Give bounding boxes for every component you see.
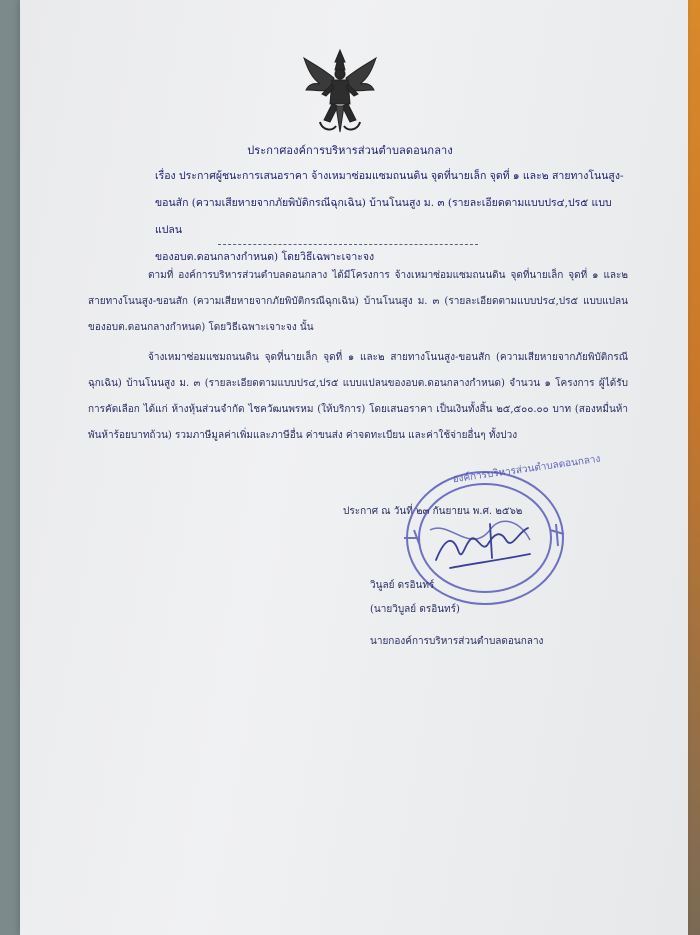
paragraph-award: จ้างเหมาซ่อมแซมถนนดิน จุดที่นายเล็ก จุดที่ ๑ และ๒ สายทางโนนสูง-ขอนสัก (ความเสียหายจากภัยพิบัติกรณีฉุกเฉิน) บ้านโนนสูง ม. ๓ (รายละเอียดตามแบบปร๔,ปร๕ แบบแปลนของอบต.ดอนกลางกำหนด) จำนวน ๑ โครงการ ผู้ได้รับการคัดเลือก ได้แก่ ห้างหุ้นส่วนจำกัด ไชควัฒนพรหม (ให้บริการ) โดยเสนอราคา เป็นเงินทั้งสิ้น ๒๕,๕๐๐.๐๐ บาท (สองหมื่นห้าพันห้าร้อยบาทถ้วน) รวมภาษีมูลค่าเพิ่มและภาษีอื่น ค่าขนส่ง ค่าจดทะเบียน และค่าใช้จ่ายอื่นๆ ทั้งปวง — [88, 352, 628, 441]
subject-line-1: เรื่อง ประกาศผู้ชนะการเสนอราคา จ้างเหมาซ่อมแซมถนนดิน จุดที่นายเล็ก จุดที่ ๑ และ๒ สายทางโนนสูง- — [155, 170, 624, 182]
signer-title: นายกองค์การบริหารส่วนตำบลดอนกลาง — [370, 636, 544, 647]
subject-line-3: ของอบต.ดอนกลางกำหนด) โดยวิธีเฉพาะเจาะจง — [155, 251, 375, 263]
signer-full-name: (นายวิบูลย์ ดรอินทร์) — [370, 604, 460, 615]
paragraph-intro: ตามที่ องค์การบริหารส่วนตำบลดอนกลาง ได้มีโครงการ จ้างเหมาซ่อมแซมถนนดิน จุดที่นายเล็ก จุดที่ ๑ และ๒ สายทางโนนสูง-ขอนสัก (ความเสียหายจากภัยพิบัติกรณีฉุกเฉิน) บ้านโนนสูง ม. ๓ (รายละเอียดตามแบบปร๔,ปร๕ แบบแปลนของอบต.ดอนกลางกำหนด) โดยวิธีเฉพาะเจาะจง นั้น — [88, 270, 628, 333]
subject-line-2: ขอนสัก (ความเสียหายจากภัยพิบัติกรณีฉุกเฉิน) บ้านโนนสูง ม. ๓ (รายละเอียดตามแบบปร๔,ปร๕ แบบแปลน — [155, 197, 612, 236]
document-heading: ประกาศองค์การบริหารส่วนตำบลดอนกลาง — [247, 144, 453, 157]
garuda-emblem-icon — [302, 48, 378, 134]
stamp-label: องค์การบริหารส่วนตำบลดอนกลาง — [451, 453, 602, 486]
document-subject — [155, 163, 625, 271]
separator-line — [218, 244, 478, 245]
handwritten-signature — [430, 510, 540, 580]
signer-name: วินูลย์ ดรอินทร์ — [370, 580, 435, 591]
announcement-date: ประกาศ ณ วันที่ ๒๓ กันยายน พ.ศ. ๒๕๖๒ — [343, 506, 523, 517]
